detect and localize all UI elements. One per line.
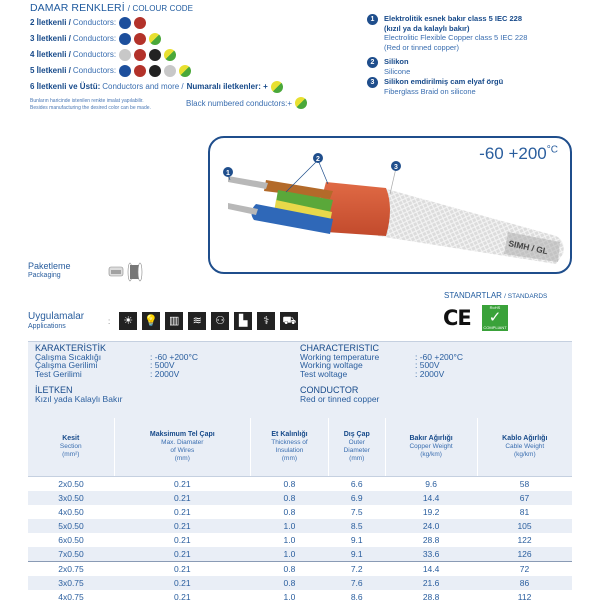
callout-3 [391,161,401,171]
yellow-green-dot [295,97,307,109]
fiberglass-braid [378,188,564,264]
table-cell: 3x0.75 [28,576,114,590]
colour-dot [119,33,131,45]
table-cell: 1.0 [283,534,296,545]
table-cell: 112 [517,591,532,600]
column-header: Bakır Ağırlığı Copper Weight (kg/km) [385,418,477,476]
table-cell: 86 [477,576,572,590]
colour-dot [119,65,131,77]
copper-wire-1 [228,176,268,189]
table-cell: 1.0 [251,547,329,562]
table-cell: 0.8 [251,491,329,505]
table-cell: 19.2 [422,506,440,517]
table-cell: 9.1 [328,547,385,562]
column-header: Kesit Section (mm²) [28,418,114,476]
svg-text:2: 2 [316,156,320,163]
column-header: Dış Çap Outer Diameter (mm) [328,418,385,476]
table-row [28,576,572,590]
coil-icon [109,267,123,276]
table-cell: 126 [477,547,572,562]
packaging-icons [108,261,152,283]
svg-text:3: 3 [394,164,398,171]
colour-dot [149,49,161,61]
yellow-green-dot [271,81,283,93]
characteristic-en: CHARACTERISTIC Working temperature : -60 +200°C Working woltage : 500V Test woltage : 2000V CONDUCTOR Red or tinned copper [300,343,464,404]
colour-dot [149,65,161,77]
colour-code-title: DAMAR RENKLERİ / COLOUR CODE [30,2,194,14]
char-row: Test Gerilimi : 2000V [35,368,180,379]
locomotive-icon: ⛟ [280,312,298,330]
colour-code-row: 2 İletkenli / Conductors: [30,16,146,29]
table-cell: 7.2 [328,561,385,576]
table-cell: 7.6 [328,576,385,590]
colour-dot [164,65,176,77]
table-row [28,476,572,491]
table-cell: 0.21 [174,591,191,600]
table-cell: 67 [477,491,572,505]
table-cell: 8.6 [350,591,363,600]
table-row [28,519,572,533]
table-cell: 0.21 [174,534,191,545]
table-cell: 6.9 [328,491,385,505]
colour-code-six-plus: 6 İletkenli ve Üstü: Conductors and more / Numaralı iletkenler: + [30,80,283,93]
reel-icon [128,263,142,281]
colour-code-row: 3 İletkenli / Conductors: [30,32,161,45]
table-cell: 0.8 [283,506,296,517]
table-cell: 0.21 [114,561,251,576]
legend-item-3: 3 Silikon emdirilmiş cam elyaf örgü Fiberglass Braid on silicone [367,77,503,96]
table-cell: 1.0 [251,519,329,533]
table-cell: 72 [477,561,572,576]
table-cell: 0.21 [114,547,251,562]
svg-text:1: 1 [226,170,230,177]
table-cell: 6.6 [350,478,363,489]
table-cell: 14.4 [385,561,477,576]
char-row: Working woltage : 500V [300,360,440,371]
table-cell: 8.5 [328,519,385,533]
heating-element-icon: ≋ [188,312,206,330]
table-cell: 122 [517,534,532,545]
factory-icon: ▙ [234,312,252,330]
cable-marking: SIMH / GL [507,238,549,257]
colour-note: Bunların haricinde istenilen renkte imalat yapılabilir. Besides manufacturing the desired color can be made. [30,98,151,111]
table-cell: 24.0 [385,519,477,533]
cable-illustration [208,136,572,274]
table-cell: 0.21 [114,519,251,533]
table-cell: 9.1 [350,534,363,545]
table-cell: 0.8 [251,576,329,590]
lighting-icon: ☀ [119,312,137,330]
table-cell: 2x0.50 [58,478,84,489]
table-cell: 2x0.75 [28,561,114,576]
table-header-row [28,418,572,476]
table-cell: 4x0.75 [58,591,84,600]
char-row: Çalışma Sıcaklığı : -60 +200°C [35,351,199,362]
colour-dot [134,49,146,61]
colour-dot [134,65,146,77]
yellow-green-dot [179,65,191,77]
yellow-green-dot [149,33,161,45]
colour-code-row: 4 İletkenli / Conductors: [30,48,176,61]
table-cell: 33.6 [385,547,477,562]
copper-wire-2 [228,203,258,215]
table-cell: 58 [519,478,530,489]
standards-title: STANDARTLAR / STANDARDS [444,291,548,300]
callout-2 [313,153,323,163]
medical-icon: ⚕ [257,312,275,330]
applications-icons: : ☀ 💡 ▥ ≋ ⚇ ▙ ⚕ ⛟ [108,312,298,330]
legend-item-2: 2 Silikon Silicone [367,57,410,76]
ce-mark-icon: CE [443,306,471,330]
silicone-jacket [322,182,390,236]
char-row: Working temperature : -60 +200°C [300,351,464,362]
table-cell: 6x0.50 [58,534,84,545]
table-row [28,547,572,562]
table-cell: 3x0.50 [28,491,114,505]
table-cell: 4x0.50 [58,506,84,517]
cable-illustration-frame [208,136,572,274]
table-cell: 7x0.50 [28,547,114,562]
table-row [28,505,572,519]
table-cell: 0.21 [174,478,191,489]
black-numbered-conductors: Black numbered conductors:+ [186,97,307,109]
specifications-table [28,418,572,600]
table-cell: 28.8 [422,534,440,545]
colour-dot [134,17,146,29]
table-cell: 1.0 [283,591,296,600]
column-header: Et Kalınlığı Thickness of Insulation (mm) [251,418,329,476]
table-cell: 7.5 [350,506,363,517]
yellow-green-dot [164,49,176,61]
cooktop-icon: ⚇ [211,312,229,330]
table-cell: 0.8 [251,561,329,576]
packaging-label: Paketleme Packaging [28,261,71,279]
number-badge-icon: 1 [367,14,378,25]
table-cell: 105 [477,519,572,533]
table-cell: 81 [519,506,530,517]
column-header: Maksimum Tel Çapı Max. Diamater of Wires (mm) [114,418,251,476]
table-cell: 0.8 [283,478,296,489]
number-badge-icon: 2 [367,57,378,68]
table-cell: 14.4 [385,491,477,505]
table-row [28,561,572,576]
table-row [28,533,572,547]
table-row [28,590,572,600]
char-row: Test woltage : 2000V [300,368,445,379]
rohs-compliant-icon: RoHS ✓ COMPLIANT [483,305,507,330]
table-cell: 28.8 [422,591,440,600]
heater-icon: ▥ [165,312,183,330]
number-badge-icon: 3 [367,77,378,88]
callout-1 [223,167,233,177]
lamp-icon: 💡 [142,312,160,330]
table-cell: 9.6 [425,478,438,489]
table-cell: 21.6 [385,576,477,590]
table-row [28,491,572,505]
temperature-range: $-60 +200^{^\circ C}$ [479,144,558,163]
characteristic-tr: KARAKTERİSTİK Çalışma Sıcaklığı : -60 +200°C Çalışma Gerilimi : 500V Test Gerilimi : 2000V İLETKEN Kızıl yada Kalaylı Bakır [35,343,199,404]
column-header: Kablo Ağırlığı Cable Weight (kg/km) [477,418,572,476]
colour-dot [119,49,131,61]
char-row: Çalışma Gerilimi : 500V [35,360,175,371]
table-cell: 0.21 [114,576,251,590]
table-cell: 0.21 [114,491,251,505]
legend-item-1: 1 Elektrolitik esnek bakır class 5 IEC 228 (kızıl ya da kalaylı bakır) Electrolitic Flexible Copper class 5 IEC 228 (Red or tinned copper) [367,14,527,52]
colour-dot [119,17,131,29]
applications-label: Uygulamalar Applications [28,311,85,330]
colour-dot [134,33,146,45]
table-cell: 5x0.50 [28,519,114,533]
colour-code-row: 5 İletkenli / Conductors: [30,64,191,77]
characteristics-panel [28,341,572,418]
table-cell: 0.21 [174,506,191,517]
table-body [28,476,572,600]
